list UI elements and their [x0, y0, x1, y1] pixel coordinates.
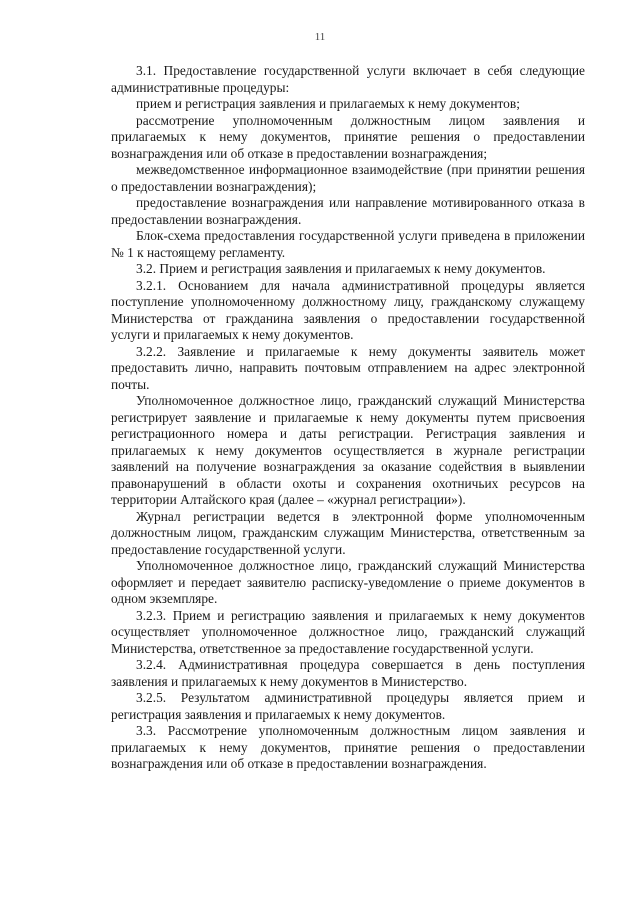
list-item-provision: предоставление вознаграждения или направление мотивированного отказа в предоставлении вознаграждения.	[111, 195, 585, 227]
paragraph-3-3: 3.3. Рассмотрение уполномоченным должностным лицом заявления и прилагаемых к нему документов, принятие решения о предоставлении вознаграждения или об отказе в предоставлении вознаграждения.	[111, 723, 585, 771]
paragraph-flowchart-ref: Блок-схема предоставления государственной услуги приведена в приложении № 1 к настоящему регламенту.	[111, 228, 585, 260]
paragraph-3-2: 3.2. Прием и регистрация заявления и прилагаемых к нему документов.	[136, 261, 546, 276]
page-number: 11	[314, 31, 326, 43]
paragraph-journal: Журнал регистрации ведется в электронной форме уполномоченным должностным лицом, гражданским служащим Министерства, ответственным за предоставление государственной услуги.	[111, 508, 585, 557]
paragraph-3-2-5: 3.2.5. Результатом административной процедуры является прием и регистрация заявления и прилагаемых к нему документов.	[111, 690, 585, 722]
paragraph-registration: Уполномоченное должностное лицо, гражданский служащий Министерства регистрирует заявление и прилагаемые к нему документы путем присвоения регистрационного номера и даты регистрации. Регистрация заявления и прилагаемых к нему документов осуществляется в журнале регистрации заявлений на получение вознаграждения за оказание содействия в выявлении правонарушений в области охоты и сохранения охотничьих ресурсов на территории Алтайского края (далее – «журнал регистрации»).	[111, 393, 585, 507]
paragraph-3-1: 3.1. Предоставление государственной услуги включает в себя следующие административные процедуры:	[111, 63, 585, 95]
document-body	[111, 63, 585, 773]
paragraph-receipt: Уполномоченное должностное лицо, гражданский служащий Министерства оформляет и передает заявителю расписку-уведомление о приеме документов в одном экземпляре.	[111, 558, 585, 606]
list-item-reception: прием и регистрация заявления и прилагаемых к нему документов;	[136, 96, 520, 111]
paragraph-3-2-2: 3.2.2. Заявление и прилагаемые к нему документы заявитель может предоставить лично, направить почтовым отправлением на адрес электронной почты.	[111, 343, 585, 392]
paragraph-3-2-4: 3.2.4. Административная процедура совершается в день поступления заявления и прилагаемых к нему документов в Министерство.	[111, 657, 585, 689]
paragraph-3-2-3: 3.2.3. Прием и регистрацию заявления и прилагаемых к нему документов осуществляет уполномоченное должностное лицо, гражданский служащий Министерства, ответственное за предоставление государственной услуги.	[111, 607, 585, 656]
list-item-review: рассмотрение уполномоченным должностным лицом заявления и прилагаемых к нему документов, принятие решения о предоставлении вознаграждения или об отказе в предоставлении вознаграждения;	[111, 112, 585, 161]
list-item-interaction: межведомственное информационное взаимодействие (при принятии решения о предоставлении вознаграждения);	[111, 162, 585, 194]
paragraph-3-2-1: 3.2.1. Основанием для начала административной процедуры является поступление уполномоченному должностному лицу, гражданскому служащему Министерства от гражданина заявления о предоставлении государственной услуги и прилагаемых к нему документов.	[111, 277, 585, 342]
